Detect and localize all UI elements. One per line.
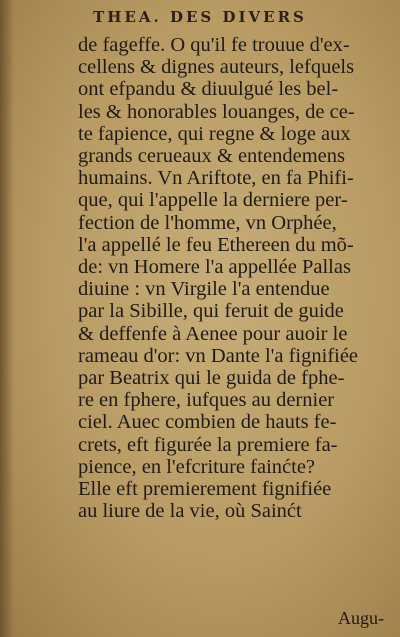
text-line: cellens & dignes auteurs, lefquels xyxy=(78,56,355,79)
text-line: de: vn Homere l'a appellée Pallas xyxy=(78,256,351,279)
text-line: au liure de la vie, où Sainćt xyxy=(78,500,302,523)
text-line: l'a appellé le feu Ethereen du mõ- xyxy=(78,233,354,256)
text-line: ont efpandu & diuulgué les bel- xyxy=(78,78,339,101)
text-line: & deffenfe à Aenee pour auoir le xyxy=(78,322,348,345)
text-line: que, qui l'appelle la derniere per- xyxy=(78,189,348,212)
text-line: ciel. Auec combien de hauts fe- xyxy=(78,411,337,434)
text-line: diuine : vn Virgile l'a entendue xyxy=(78,278,330,301)
text-line: humains. Vn Ariftote, en fa Phifi- xyxy=(78,167,354,190)
text-line: pience, en l'efcriture fainćte? xyxy=(78,455,316,478)
text-line: te fapience, qui regne & loge aux xyxy=(78,122,351,145)
page-gutter-shadow xyxy=(0,0,14,637)
text-line: rameau d'or: vn Dante l'a fignifiée xyxy=(78,344,359,367)
text-line: de fageffe. O qu'il fe trouue d'ex- xyxy=(78,34,350,56)
text-line: re en fphere, iufques au dernier xyxy=(78,389,335,412)
catchword: Augu- xyxy=(338,608,384,628)
text-line: Elle eft premierement fignifiée xyxy=(78,478,332,501)
text-line: par la Sibille, qui feruit de guide xyxy=(78,300,344,323)
text-line: crets, eft figurée la premiere fa- xyxy=(78,433,338,456)
text-line: grands cerueaux & entendemens xyxy=(78,145,345,168)
running-head: THEA. DES DIVERS xyxy=(93,8,307,26)
text-line: par Beatrix qui le guida de fphe- xyxy=(78,367,345,390)
body-text xyxy=(78,34,396,522)
text-line: les & honorables louanges, de ce- xyxy=(78,100,355,123)
text-line: fection de l'homme, vn Orphée, xyxy=(78,211,337,234)
